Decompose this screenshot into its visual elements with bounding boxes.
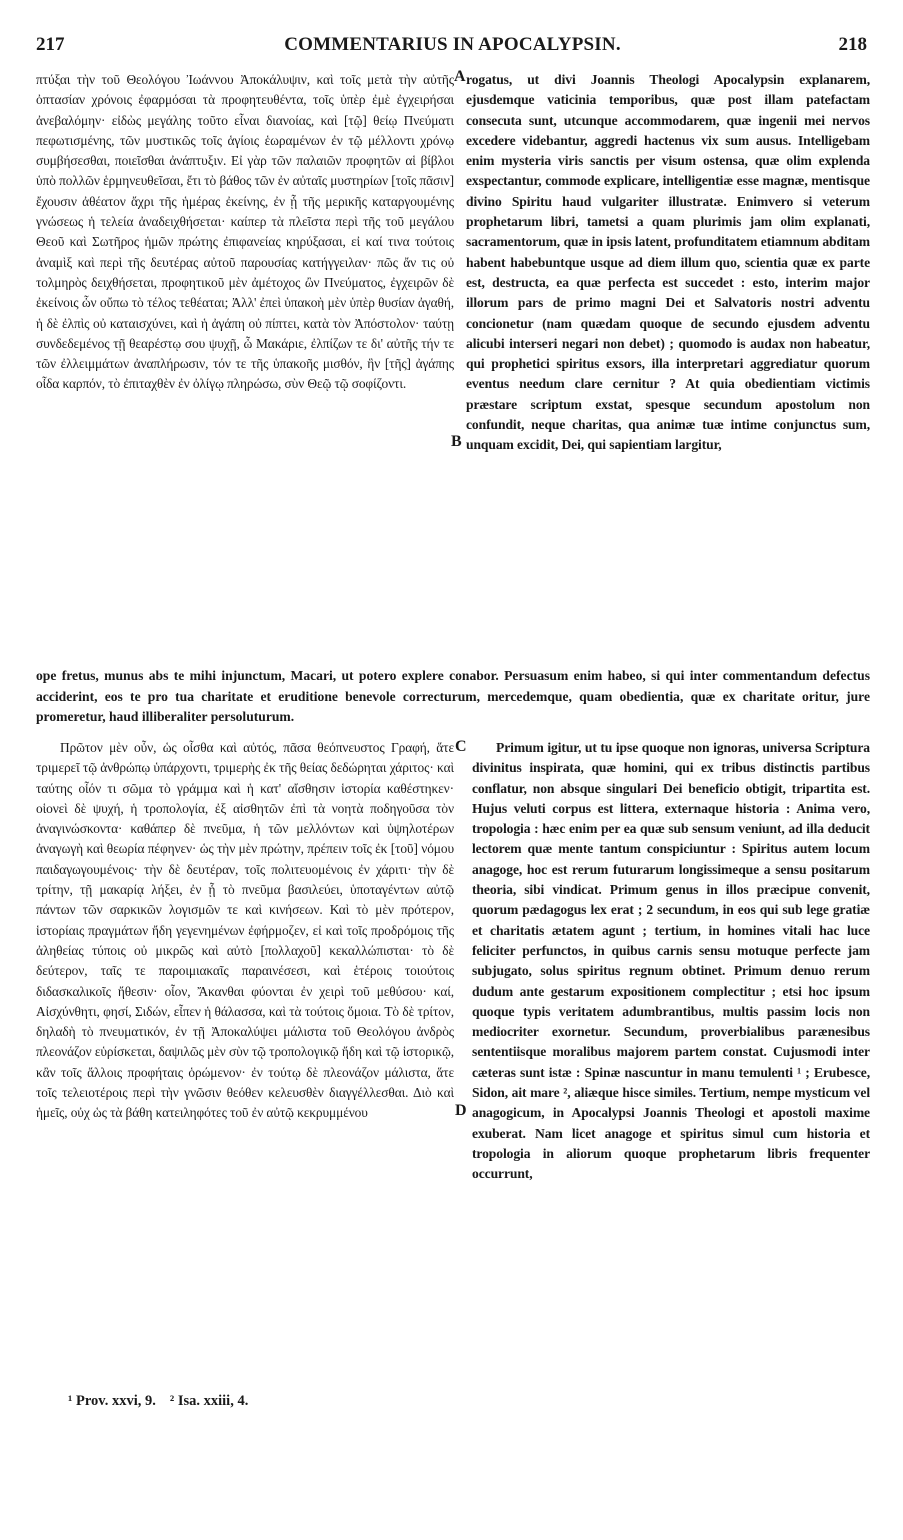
footnotes — [68, 1393, 248, 1410]
bridging-latin-text: ope fretus, munus abs te mihi injunctum, Macari, ut potero explere conabor. Persuasum enim habeo, si qui inter commentandum defectus acciderint, eos te pro tua charitate et eruditione benevole correcturum, mercedemque, quam obedientia, quæ ex charitate oritur, jure promeretur, haud illiberaliter persoluturum. — [36, 668, 870, 724]
footnote-1: ¹ Prov. xxvi, 9. — [68, 1393, 156, 1409]
running-header — [30, 34, 875, 58]
margin-letter-b: B — [451, 433, 462, 450]
page-number-left: 217 — [36, 34, 65, 55]
greek-text-section-2: Πρῶτον μὲν οὖν, ὡς οἶσθα καὶ αὐτός, πᾶσα θεόπνευστος Γραφή, ἅτε τριμερεῖ τῷ ἀνθρώπῳ ὑπάρχοντι, τριμερὴς ἐκ τῆς θείας δεδώρηται χάριτος· καὶ ταύτης οἷόν τι σῶμα τὸ γράμμα καὶ ἡ κατ' αἴσθησιν ἱστορία καθέστηκεν· οἱονεὶ δὲ ψυχή, ἡ τροπολογία, ἐξ αἰσθητῶν ἐπὶ τὰ νοητὰ ποδηγοῦσα τὸν ἀναγινώσκοντα· καθάπερ δὲ πνεῦμα, ἡ τῶν μελλόντων καὶ ὑψηλοτέρων ἀναγωγὴ καὶ θεωρία πέφηνεν· ὡς τὴν μὲν πρώτην, πρέπειν τοῖς ἐκ [τοῦ] νόμου παιδαγωγουμένοις· τὴν δὲ δευτέραν, τοῖς πολιτευομένοις ἐν χάριτι· τὴν δὲ τρίτην, τῇ μακαρίᾳ λήξει, ἐν ᾗ τὸ πνεῦμα βασιλεύει, ὑποταγέντων αὐτῷ πάντων τῶν σαρκικῶν λογισμῶν τε καὶ κινήσεων. Καὶ τὸ μὲν πρότερον, ἱστορίαις πραγμάτων ἤδη γεγενημένων ἐφήρμοζεν, εἰ καὶ τοῖς προδρόμοις τῆς ἀληθείας τύποις οὐ μικρῶς καὶ αὐτὸ [πολλαχοῦ] κεκαλλώπισται· τὸ δὲ δεύτερον, ταῖς τε παροιμιακαῖς παραινέσεσι, καὶ ἑτέροις τοιούτοις διδασκαλικοῖς ἤθεσιν· οἷον, Ἄκανθαι φύονται ἐν χειρὶ τοῦ μεθύσου· καί, Αἰσχύνθητι, φησί, Σιδών, εἶπεν ἡ θάλασσα, καὶ τὰ τούτοις ὅμοια. Τὸ δὲ τρίτον, δηλαδὴ τὸ πνευματικόν, ἐν τῇ Ἀποκαλύψει μάλιστα τοῦ Θεολόγου ἀνδρὸς πλεονάζον εὑρίσκεται, δαψιλῶς μὲν σὺν τῷ τροπολογικῷ ἤδη καὶ τῷ ἱστορικῷ, κἂν τοῖς ἄλλοις προφήταις ὁρώμενον· ἐν τούτῳ δὲ πλεονάζον μάλιστα, ἅτε τοῖς τελειοτέροις περὶ τὴν γνῶσιν θεόθεν κελευσθὲν διαγγέλλεσθαι. Διὸ καὶ ἡμεῖς, οὐχ ὡς τὰ βάθη κατειληφότες τοῦ ἐν αὐτῷ κεκρυμμένου — [36, 740, 454, 1121]
page-number-right: 218 — [838, 34, 867, 55]
margin-letter-c: C — [455, 738, 467, 755]
margin-letter-d: D — [455, 1102, 467, 1119]
margin-letter-a: A — [454, 68, 466, 85]
latin-text-section-2: Primum igitur, ut tu ipse quoque non ignoras, universa Scriptura divinitus inspirata, quæ homini, qui ex tribus distinctis partibus conflatur, non absque singulari Dei beneficio obtigit, tripartita est. Hujus veluti corpus est littera, externaque historia : Anima vero, tropologia : hæc enim per ea quæ sub sensum veniunt, ad illa deducit lectorem quæ mente tantum conspiciuntur : Spiritus autem locum anagoge, hoc est rerum futurarum longissimeque a sensu positarum theoria, sibi vindicat. Primum genus in illos præcipue convenit, quorum pædagogus lex erat ; 2 secundum, in eos qui sub lege gratiæ et charitatis ætatem agunt ; tertium, in homines vitali hac luce feliciter perfunctos, in quibus carnis sensu motuque perfecte jam subjugato, solus spiritus regnum obtinet. Primum denuo rerum dudum ante gestarum expositionem complectitur ; etsi hoc ipsum quoque typis veritatem adumbrantibus, multis passim locis non mediocriter exornetur. Secundum, proverbialibus parænesibus sententiisque moralibus majorem partem constat. Cujusmodi inter cæteras sunt istæ : Spinæ nascuntur in manu temulenti ¹ ; Erubesce, Sidon, ait mare ², aliæque hisce similes. Tertium, nempe mysticum vel anagogicum, in Apocalypsi Joannis Theologi et apostoli maxime exuberat. Nam licet anagoge et spiritus simul cum historia et tropologia in aliorum quoque prophetarum libris frequenter occurrunt, — [472, 740, 870, 1182]
greek-text-section-1: πτύξαι τὴν τοῦ Θεολόγου Ἰωάννου Ἀποκάλυψιν, καὶ τοῖς μετὰ τὴν αὐτῆς ὀπτασίαν χρόνοις ἐφαρμόσαι τὰ προφητευθέντα, τοῖς ὑπὲρ ἐμὲ ἐγχειρήσαι ἀνεβαλόμην· εἰδὼς μεγάλης τοῦτο εἶναι διανοίας, καὶ [τῷ] θείῳ Πνεύματι πεφωτισμένης, τῶν μυστικῶς τοῖς ἁγίοις ἑωραμένων ἐν τῷ μέλλοντι χρόνῳ συμβήσεσθαι, ποιεῖσθαι ἀνάπτυξιν. Εἰ γὰρ τῶν παλαιῶν προφητῶν αἱ βίβλοι ὑπὸ πολλῶν ἑρμηνευθεῖσαι, ἔτι τὸ βάθος τῶν ἐν αὐταῖς μυστηρίων [τοῖς πᾶσιν] ἔχουσιν ἀθέατον ἄχρι τῆς ἡμέρας ἐκείνης, ἐν ᾗ τῆς μερικῆς καταργουμένης γνώσεως ἡ τελεία ἀναδειχθήσεται· καίπερ τὰ πλεῖστα περὶ τῆς τοῦ μεγάλου Θεοῦ καὶ Σωτῆρος ἡμῶν πρώτης ἐπιφανείας κηρύξασαι, εἰ καί τινα τούτοις ἀναμὶξ καὶ περὶ τῆς δευτέρας αὐτοῦ παρουσίας κατήγγειλαν· πῶς ἄν τις οὐ τολμηρὸς δειχθήσεται, προφητικοῦ μὲν ἀμέτοχος ὢν Πνεύματος, ἐγχειρῶν δὲ ἐκείνοις ὧν οὔπω τὸ τέλος τεθέαται; Ἀλλ' ἐπεὶ ὑπακοὴ μὲν ὑπὲρ θυσίαν ἀγαθή, ἡ δὲ ἐλπὶς οὐ καταισχύνει, καὶ ἡ ἀγάπη οὐ πίπτει, κατὰ τὸν Ἀπόστολον· ταύτῃ συνδεδεμένος τῇ θεαρέστῳ σου ψυχῇ, ὦ Μακάριε, ἐλπίζων τε δι' αὐτῆς τήν τε τῶν ἐλλειμμάτων ἀναπλήρωσιν, τόν τε τῆς ὑπακοῆς μισθόν, ἣν [τῆς] ἀγάπης οἶδα καρπόν, τὸ ἐπιταχθὲν ἐν ὀλίγῳ πληρώσω, σὺν Θεῷ τῷ σοφίζοντι. — [36, 72, 454, 392]
running-title: COMMENTARIUS IN APOCALYPSIN. — [284, 34, 621, 55]
footnote-2: ² Isa. xxiii, 4. — [169, 1393, 249, 1409]
latin-text-section-1: rogatus, ut divi Joannis Theologi Apocalypsin explanarem, ejusdemque vaticinia temporibus, quæ post illam patefactam consecuta sunt, utcunque accommodarem, quæ ingenii mei nervos excedere videbantur, aggredi hactenus vix sum ausus. Intelligebam enim mysteria viris sanctis per visum ostensa, quæ olim explenda exspectantur, commode explicare, intelligentiæ esse magnæ, mentisque divino Spiritu haud vulgariter illustratæ. Enimvero si veterum prophetarum libri, tametsi a quam plurimis jam olim explanati, sacramentorum, quæ in ipsis latent, profunditatem etiamnum abditam habent habebuntque usque ad diem illum quo, scientia quæ ex parte est, destructa, ea quæ perfecta est succedet : esto, interim major illorum pars de primo magni Dei et Salvatoris nostri adventu concionetur (nam quædam quoque de secundo ejusdem adventu alicubi interseri negari non debet) ; quomodo is audax non habeatur, qui prophetici spiritus exsors, illa interpretari aggrediatur quorum eventus needum clare cernitur ? At quia obedientiam victimis præstare scriptum exstat, spesque secundum apostolum non confundit, neque charitas, qua animæ tuæ intime conjunctus sum, unquam excidit, Dei, qui sapientiam largitur, — [466, 72, 870, 453]
